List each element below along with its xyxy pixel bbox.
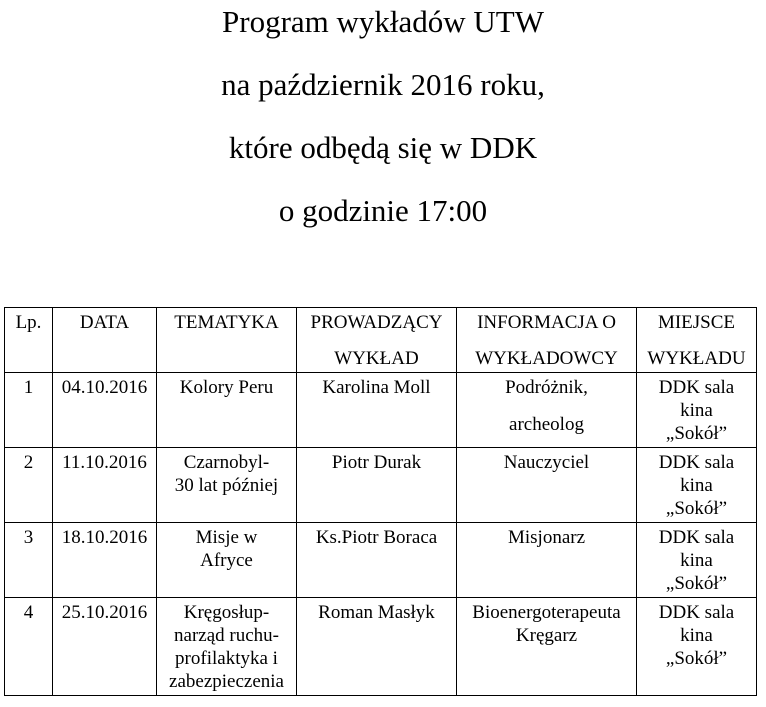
cell-informacja: Podróżnik, archeolog [457, 373, 637, 448]
cell-tematyka: Kolory Peru [157, 373, 297, 448]
header-informacja: INFORMACJA O WYKŁADOWCY [457, 308, 637, 373]
cell-tematyka: Misje w Afryce [157, 523, 297, 598]
cell-miejsce: DDK sala kina „Sokół” [637, 598, 757, 696]
title-line-1: Program wykładów UTW [222, 4, 544, 39]
header-miejsce: MIEJSCE WYKŁADU [637, 308, 757, 373]
title-line-3: które odbędą się w DDK [228, 130, 538, 165]
table-row [5, 373, 757, 448]
cell-data: 18.10.2016 [53, 523, 157, 598]
cell-lp: 1 [5, 373, 53, 448]
cell-lp: 2 [5, 448, 53, 523]
header-lp: Lp. [5, 308, 53, 373]
cell-miejsce: DDK sala kina „Sokół” [637, 523, 757, 598]
cell-tematyka: Kręgosłup- narząd ruchu- profilaktyka i zabezpieczenia [157, 598, 297, 696]
cell-informacja: Bioenergoterapeuta Kręgarz [457, 598, 637, 696]
cell-tematyka: Czarnobyl- 30 lat później [157, 448, 297, 523]
cell-lp: 4 [5, 598, 53, 696]
header-tematyka: TEMATYKA [157, 308, 297, 373]
cell-lp: 3 [5, 523, 53, 598]
table-row [5, 448, 757, 523]
table-row [5, 598, 757, 696]
cell-prowadzacy: Piotr Durak [297, 448, 457, 523]
lecture-schedule-table [4, 307, 757, 696]
cell-data: 25.10.2016 [53, 598, 157, 696]
header-prowadzacy: PROWADZĄCY WYKŁAD [297, 308, 457, 373]
table-row [5, 523, 757, 598]
cell-informacja: Nauczyciel [457, 448, 637, 523]
table-header-row [5, 308, 757, 373]
cell-miejsce: DDK sala kina „Sokół” [637, 373, 757, 448]
cell-prowadzacy: Ks.Piotr Boraca [297, 523, 457, 598]
cell-data: 04.10.2016 [53, 373, 157, 448]
cell-data: 11.10.2016 [53, 448, 157, 523]
cell-miejsce: DDK sala kina „Sokół” [637, 448, 757, 523]
cell-prowadzacy: Roman Masłyk [297, 598, 457, 696]
title-line-2: na październik 2016 roku, [221, 67, 545, 102]
title-line-4: o godzinie 17:00 [278, 193, 488, 228]
cell-informacja: Misjonarz [457, 523, 637, 598]
cell-prowadzacy: Karolina Moll [297, 373, 457, 448]
header-data: DATA [53, 308, 157, 373]
